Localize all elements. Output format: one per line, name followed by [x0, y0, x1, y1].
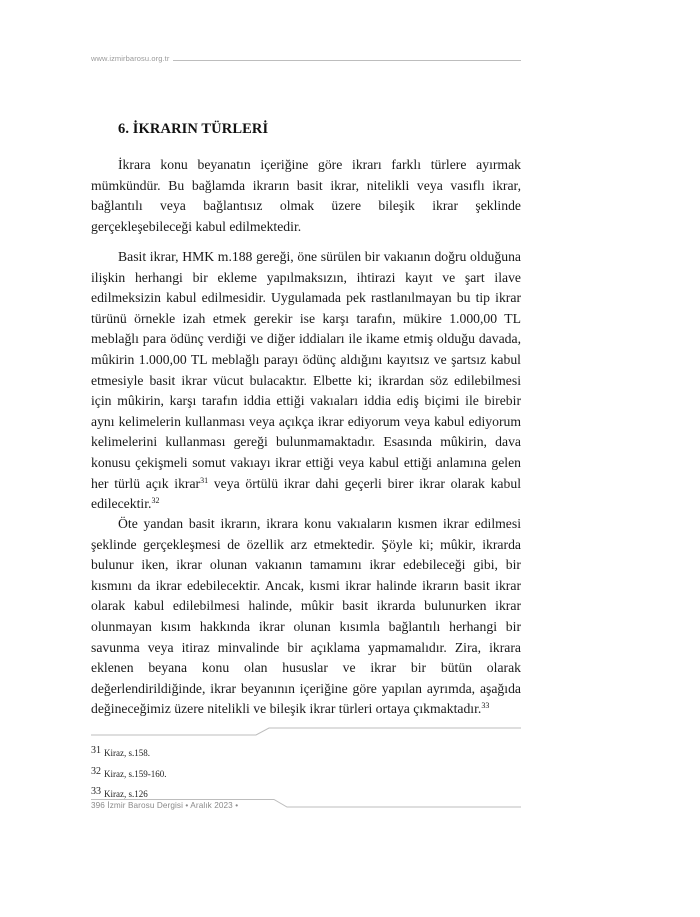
- footnote-33: [91, 786, 148, 799]
- footnote-text: Kiraz, s.159-160.: [104, 769, 167, 779]
- footer-text: 396 İzmir Barosu Dergisi • Aralık 2023 •: [91, 801, 239, 810]
- footnote-31: [91, 745, 150, 758]
- paragraph-basit-ikrar-text-b: veya örtülü ikrar dahi geçerli birer ikrar olarak kabul edilecektir.: [91, 475, 521, 512]
- header-rule: [173, 60, 521, 61]
- footnote-number: 32: [91, 766, 101, 777]
- footnote-32: [91, 766, 167, 779]
- page-footer: [91, 799, 521, 813]
- paragraph-basit-ikrar: [91, 247, 521, 515]
- footnote-ref-33[interactable]: 33: [481, 701, 490, 711]
- footnote-text: Kiraz, s.158.: [104, 748, 150, 758]
- paragraph-intro: [91, 155, 521, 237]
- footnote-ref-31[interactable]: 31: [200, 475, 209, 485]
- paragraph-basit-ikrar-text-a: Basit ikrar, HMK m.188 gereği, öne sürülen bir vakıanın doğru olduğuna ilişkin herhangi bir ekleme yapılmaksızın, ihtirazi kayıt ve şart ilave edilmeksizin kabul edilmesidir. Uygulamada pek rastlanılmayan bu tip ikrar türünü örnekle izah etmek gerekir ise karşı tarafın, mükire 1.000,00 TL meblağlı para ödünç verdiği ve diğer iddiaları ile ikame etmiş olduğu davada, mûkirin 1.000,00 TL meblağlı parayı ödünç aldığını kayıtsız ve şartsız kabul etmesiyle basit ikrar vücut bulacaktır. Elbette ki; ikrardan söz edilebilmesi için mûkirin, karşı tarafın iddia ettiği vakıaları iddia ediş biçimi ile birebir aynı kelimelerin kullanması veya açıkça ikrar ediyorum veya kabul ediyorum kelimelerini kullanması gereği bulunmamaktadır. Esasında mûkirin, dava konusu çekişmeli somut vakıayı ikrar ettiği veya kabul ettiği anlamına gelen her türlü açık ikrar: [91, 249, 521, 491]
- footnote-ref-32[interactable]: 32: [151, 496, 160, 506]
- page-header: [91, 54, 521, 68]
- footnote-number: 33: [91, 786, 101, 797]
- header-site: www.izmirbarosu.org.tr: [91, 54, 172, 63]
- paragraph-kismi-ikrar-text: Öte yandan basit ikrarın, ikrara konu vakıaların kısmen ikrar edilmesi şeklinde gerçekleşmesi de özellik arz etmektedir. Şöyle ki; mûkir, ikrarda bulunur iken, ikrar olunan vakıanın tamamını ikrar edebileceği gibi, bir kısmını da ikrar edebilecektir. Ancak, kısmi ikrar halinde ikrarın basit ikrar olarak kabul edilebilmesi halinde, mûkir basit ikrarda bulunurken ikrar olunmayan kısım hakkında ikrar olunan kısımla bağlantılı herhangi bir savunma veya itiraz minvalinde bir açıklama yapmamalıdır. Zira, ikrara eklenen beyana konu olan hususlar ve ikrar bir bütün olarak değerlendirildiğinde, ikrar beyanının içeriğine göre yapılan ayrımda, aşağıda değineceğimiz üzere nitelikli ve bileşik ikrar türleri ortaya çıkmaktadır.: [91, 516, 521, 717]
- footnote-separator: [91, 724, 521, 736]
- paragraph-kismi-ikrar: [91, 514, 521, 720]
- footnote-number: 31: [91, 745, 101, 756]
- section-title: 6. İKRARIN TÜRLERİ: [118, 121, 269, 137]
- paragraph-intro-text: İkrara konu beyanatın içeriğine göre ikrarı farklı türlere ayırmak mümkündür. Bu bağlamda ikrarın basit ikrar, nitelikli veya vasıflı ikrar, bağlantılı veya bağlantısız olmak üzere bileşik ikrar şeklinde gerçekleşebileceği kabul edilmektedir.: [91, 157, 521, 234]
- footnote-text: Kiraz, s.126: [104, 789, 148, 799]
